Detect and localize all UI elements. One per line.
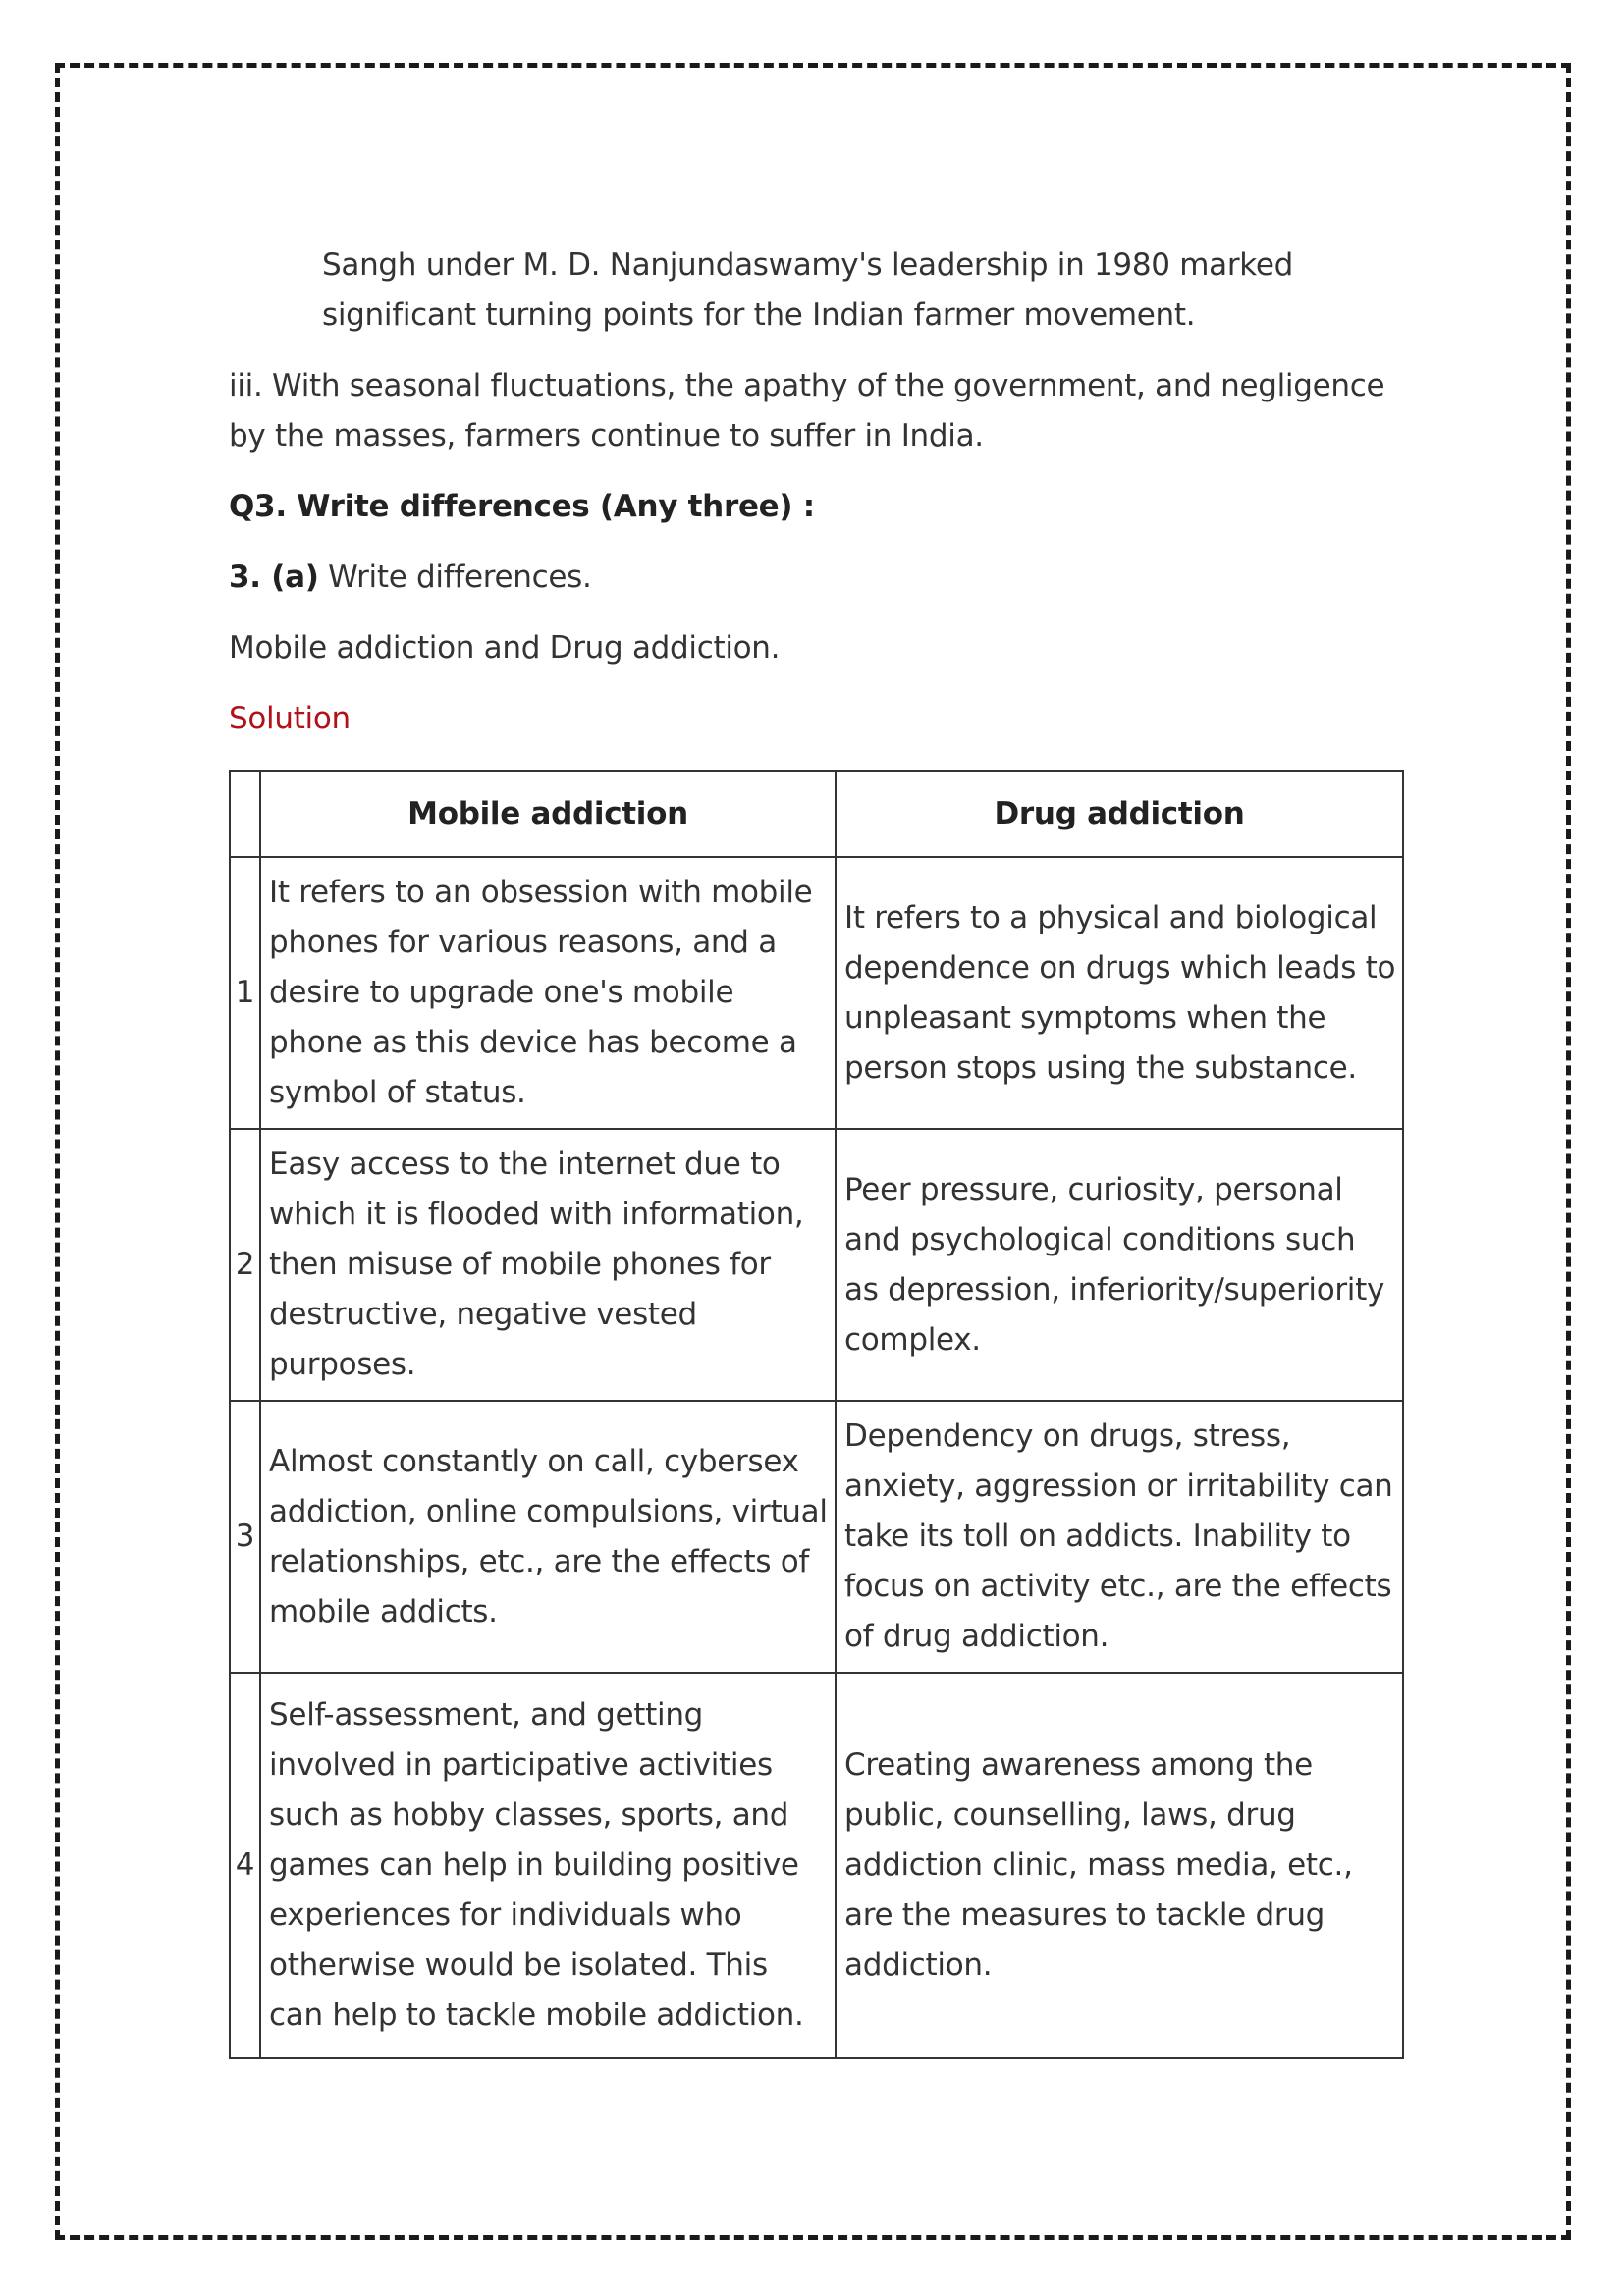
- mobile-cell: Self-assessment, and getting involved in participative activities such as hobby classes, sports, and games can help in building positive experiences for individuals who otherwise would be isolated. This can help to tackle mobile addiction.: [260, 1673, 836, 2058]
- header-drug-addiction: Drug addiction: [836, 771, 1403, 857]
- point-iii: iii. With seasonal fluctuations, the apathy of the government, and negligence by the masses, farmers continue to suffer in India.: [229, 368, 1385, 454]
- question-heading: Q3. Write differences (Any three) :: [229, 489, 815, 524]
- mobile-cell: It refers to an obsession with mobile phones for various reasons, and a desire to upgrade one's mobile phone as this device has become a symbol of status.: [260, 857, 836, 1129]
- differences-table: [229, 770, 1404, 2059]
- sub-question: [229, 553, 1407, 603]
- table-row: [230, 1129, 1403, 1401]
- document-content: [229, 240, 1407, 765]
- row-number: 2: [230, 1129, 260, 1401]
- continuation-paragraph: Sangh under M. D. Nanjundaswamy's leadership in 1980 marked significant turning points for the Indian farmer movement.: [322, 247, 1293, 333]
- mobile-cell: Almost constantly on call, cybersex addiction, online compulsions, virtual relationships, etc., are the effects of mobile addicts.: [260, 1401, 836, 1673]
- question-topic: Mobile addiction and Drug addiction.: [229, 630, 781, 666]
- table-row: [230, 1673, 1403, 2058]
- drug-cell: It refers to a physical and biological dependence on drugs which leads to unpleasant symptoms when the person stops using the substance.: [836, 857, 1403, 1129]
- sub-question-text: Write differences.: [318, 560, 592, 595]
- drug-cell: Dependency on drugs, stress, anxiety, aggression or irritability can take its toll on addicts. Inability to focus on activity etc., are the effects of drug addiction.: [836, 1401, 1403, 1673]
- table-row: [230, 857, 1403, 1129]
- table-header-row: [230, 771, 1403, 857]
- row-number: 4: [230, 1673, 260, 2058]
- header-mobile-addiction: Mobile addiction: [260, 771, 836, 857]
- sub-question-number: 3. (a): [229, 560, 319, 595]
- table-row: [230, 1401, 1403, 1673]
- drug-cell: Creating awareness among the public, counselling, laws, drug addiction clinic, mass media, etc., are the measures to tackle drug addiction.: [836, 1673, 1403, 2058]
- mobile-cell: Easy access to the internet due to which it is flooded with information, then misuse of mobile phones for destructive, negative vested purposes.: [260, 1129, 836, 1401]
- row-number: 1: [230, 857, 260, 1129]
- header-number: [230, 771, 260, 857]
- row-number: 3: [230, 1401, 260, 1673]
- solution-label: Solution: [229, 701, 351, 736]
- drug-cell: Peer pressure, curiosity, personal and psychological conditions such as depression, inferiority/superiority complex.: [836, 1129, 1403, 1401]
